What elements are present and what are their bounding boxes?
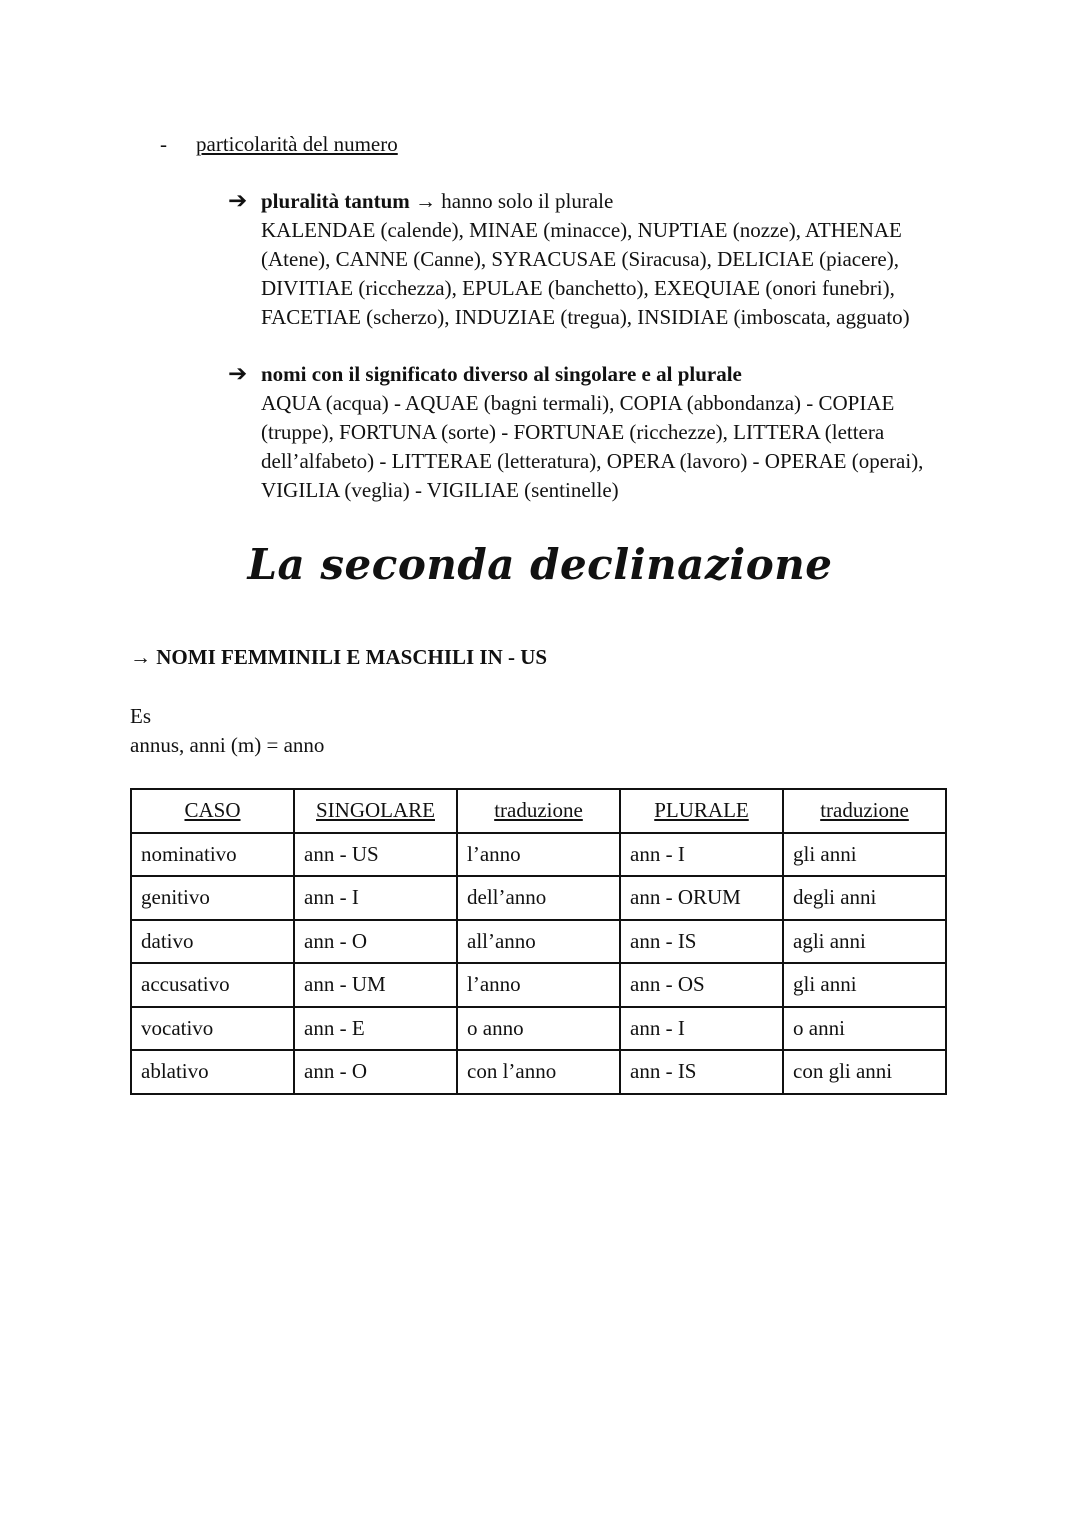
table-cell: ann - IS (620, 920, 783, 964)
table-cell: accusativo (131, 963, 294, 1007)
list-item (261, 187, 981, 332)
item-title: pluralità tantum (261, 189, 410, 213)
table-cell: ablativo (131, 1050, 294, 1094)
item-line: (truppe), FORTUNA (sorte) - FORTUNAE (ricchezze), LITTERA (lettera (261, 420, 885, 444)
table-cell: degli anni (783, 876, 946, 920)
page-title: La seconda declinazione (247, 540, 833, 589)
table-cell: agli anni (783, 920, 946, 964)
table-header-cell: PLURALE (620, 789, 783, 833)
item-line: VIGILIA (veglia) - VIGILIAE (sentinelle) (261, 478, 619, 502)
subheading: → NOMI FEMMINILI E MASCHILI IN - US (130, 645, 548, 669)
section-heading: particolarità del numero (196, 132, 398, 156)
table-cell: o anni (783, 1007, 946, 1051)
table-header-cell: SINGOLARE (294, 789, 457, 833)
table-cell: con gli anni (783, 1050, 946, 1094)
table-cell: vocativo (131, 1007, 294, 1051)
arrow-icon: ➔ (228, 361, 248, 387)
table-header-cell: traduzione (457, 789, 620, 833)
arrow-icon: ➔ (228, 188, 248, 214)
table-cell: ann - O (294, 1050, 457, 1094)
item-line: (Atene), CANNE (Canne), SYRACUSAE (Siracusa), DELICIAE (piacere), (261, 247, 899, 271)
table-cell: o anno (457, 1007, 620, 1051)
table-header-cell: traduzione (783, 789, 946, 833)
example-text: annus, anni (m) = anno (130, 733, 325, 757)
item-line: KALENDAE (calende), MINAE (minacce), NUPTIAE (nozze), ATHENAE (261, 218, 902, 242)
table-cell: ann - OS (620, 963, 783, 1007)
table-cell: dativo (131, 920, 294, 964)
table-cell: gli anni (783, 833, 946, 877)
table-row (131, 1007, 946, 1051)
table-cell: ann - O (294, 920, 457, 964)
table-cell: ann - E (294, 1007, 457, 1051)
table-row (131, 963, 946, 1007)
declension-table (130, 788, 947, 1095)
table-cell: l’anno (457, 963, 620, 1007)
table-cell: ann - I (294, 876, 457, 920)
table-cell: all’anno (457, 920, 620, 964)
table-cell: dell’anno (457, 876, 620, 920)
list-dash: - (160, 132, 167, 156)
item-line: AQUA (acqua) - AQUAE (bagni termali), COPIA (abbondanza) - COPIAE (261, 391, 895, 415)
table-cell: ann - US (294, 833, 457, 877)
example-label: Es (130, 704, 151, 728)
item-line: FACETIAE (scherzo), INDUZIAE (tregua), INSIDIAE (imboscata, agguato) (261, 305, 910, 329)
table-row (131, 920, 946, 964)
list-item (261, 360, 981, 505)
table-row (131, 876, 946, 920)
table-cell: genitivo (131, 876, 294, 920)
table-header-row (131, 789, 946, 833)
table-header-cell: CASO (131, 789, 294, 833)
table-cell: ann - I (620, 1007, 783, 1051)
item-line: DIVITIAE (ricchezza), EPULAE (banchetto), EXEQUIAE (onori funebri), (261, 276, 895, 300)
item-line: dell’alfabeto) - LITTERAE (letteratura), OPERA (lavoro) - OPERAE (operai), (261, 449, 924, 473)
table-cell: ann - UM (294, 963, 457, 1007)
table-cell: l’anno (457, 833, 620, 877)
table-row (131, 1050, 946, 1094)
table-cell: ann - IS (620, 1050, 783, 1094)
table-cell: nominativo (131, 833, 294, 877)
table-cell: gli anni (783, 963, 946, 1007)
table-row (131, 833, 946, 877)
table-cell: ann - I (620, 833, 783, 877)
item-subtitle: → hanno solo il plurale (409, 189, 614, 213)
table-cell: ann - ORUM (620, 876, 783, 920)
table-cell: con l’anno (457, 1050, 620, 1094)
item-title: nomi con il significato diverso al singolare e al plurale (261, 362, 742, 386)
